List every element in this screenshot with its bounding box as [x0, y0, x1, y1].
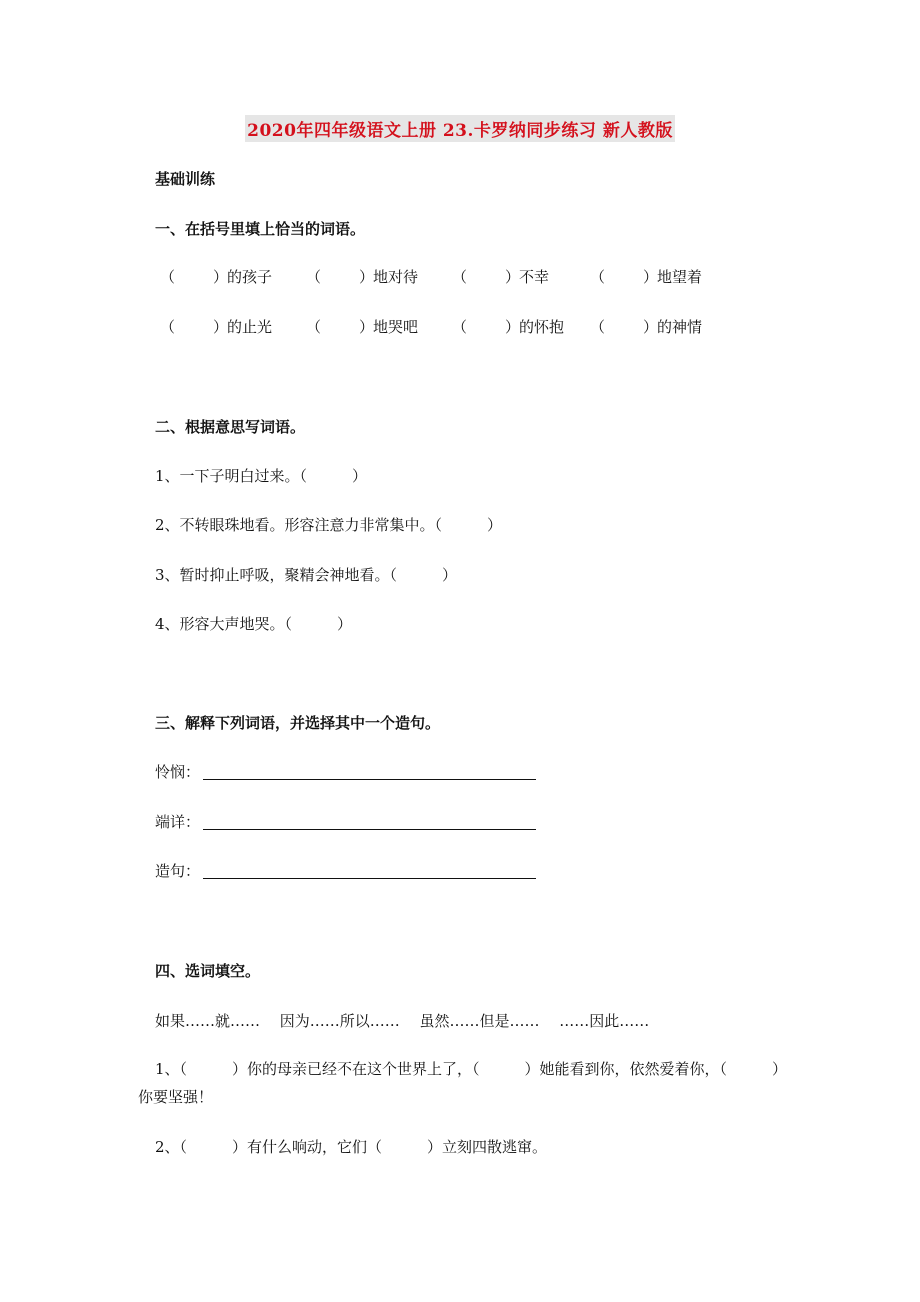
q1-paren-close: ）	[505, 318, 521, 336]
q1-row2-word-1: 的止光	[227, 318, 273, 336]
q1-paren-close: ）	[643, 318, 659, 336]
q1-paren-close: ）	[359, 268, 375, 286]
q3-answer-line-duanxiang[interactable]	[203, 829, 536, 830]
q3-answer-line-sentence[interactable]	[203, 878, 536, 879]
q3-label-sentence: 造句：	[155, 862, 201, 880]
q1-paren-open: （	[452, 318, 468, 336]
q2-item-1: 1、一下子明白过来。（ ）	[155, 467, 368, 485]
section-basic-training: 基础训练	[155, 170, 216, 188]
document-title-text: 2020年四年级语文上册 23.卡罗纳同步练习 新人教版	[245, 115, 675, 142]
q1-paren-close: ）	[213, 318, 229, 336]
document-title	[0, 115, 920, 142]
q1-paren-open: （	[160, 268, 176, 286]
q2-heading: 二、根据意思写词语。	[155, 418, 306, 436]
q4-word-options: 如果……就…… 因为……所以…… 虽然……但是…… ……因此……	[155, 1012, 650, 1030]
q1-paren-open: （	[452, 268, 468, 286]
q2-item-4: 4、形容大声地哭。（ ）	[155, 615, 353, 633]
q1-row2-word-3: 的怀抱	[519, 318, 565, 336]
q1-paren-close: ）	[505, 268, 521, 286]
q3-label-duanxiang: 端详：	[155, 813, 201, 831]
q1-heading: 一、在括号里填上恰当的词语。	[155, 220, 366, 238]
q1-row1-word-2: 地对待	[373, 268, 419, 286]
q1-row2-word-4: 的神情	[657, 318, 703, 336]
q1-paren-open: （	[306, 318, 322, 336]
q2-item-2: 2、不转眼珠地看。形容注意力非常集中。（ ）	[155, 516, 503, 534]
q1-paren-close: ）	[359, 318, 375, 336]
q1-row1-word-4: 地望着	[657, 268, 703, 286]
q2-item-3: 3、暂时抑止呼吸，聚精会神地看。（ ）	[155, 566, 458, 584]
q4-item-1-line-1: 1、（ ）你的母亲已经不在这个世界上了，（ ）她能看到你，依然爱着你，（ ）	[155, 1060, 788, 1078]
q4-item-2: 2、（ ）有什么响动，它们（ ）立刻四散逃窜。	[155, 1138, 548, 1156]
q3-answer-line-lianmin[interactable]	[203, 779, 536, 780]
q4-heading: 四、选词填空。	[155, 962, 261, 980]
q1-paren-open: （	[306, 268, 322, 286]
q1-row1-word-3: 不幸	[519, 268, 550, 286]
q1-row2-word-2: 地哭吧	[373, 318, 419, 336]
q1-row-1	[0, 266, 920, 288]
q4-item-1-line-2: 你要坚强！	[138, 1088, 214, 1106]
q3-label-lianmin: 怜悯：	[155, 763, 201, 781]
q1-paren-close: ）	[213, 268, 229, 286]
q1-row1-word-1: 的孩子	[227, 268, 273, 286]
q1-paren-open: （	[590, 268, 606, 286]
q1-paren-open: （	[590, 318, 606, 336]
q1-paren-close: ）	[643, 268, 659, 286]
q3-heading: 三、解释下列词语，并选择其中一个造句。	[155, 714, 441, 732]
q1-paren-open: （	[160, 318, 176, 336]
q1-row-2	[0, 316, 920, 338]
